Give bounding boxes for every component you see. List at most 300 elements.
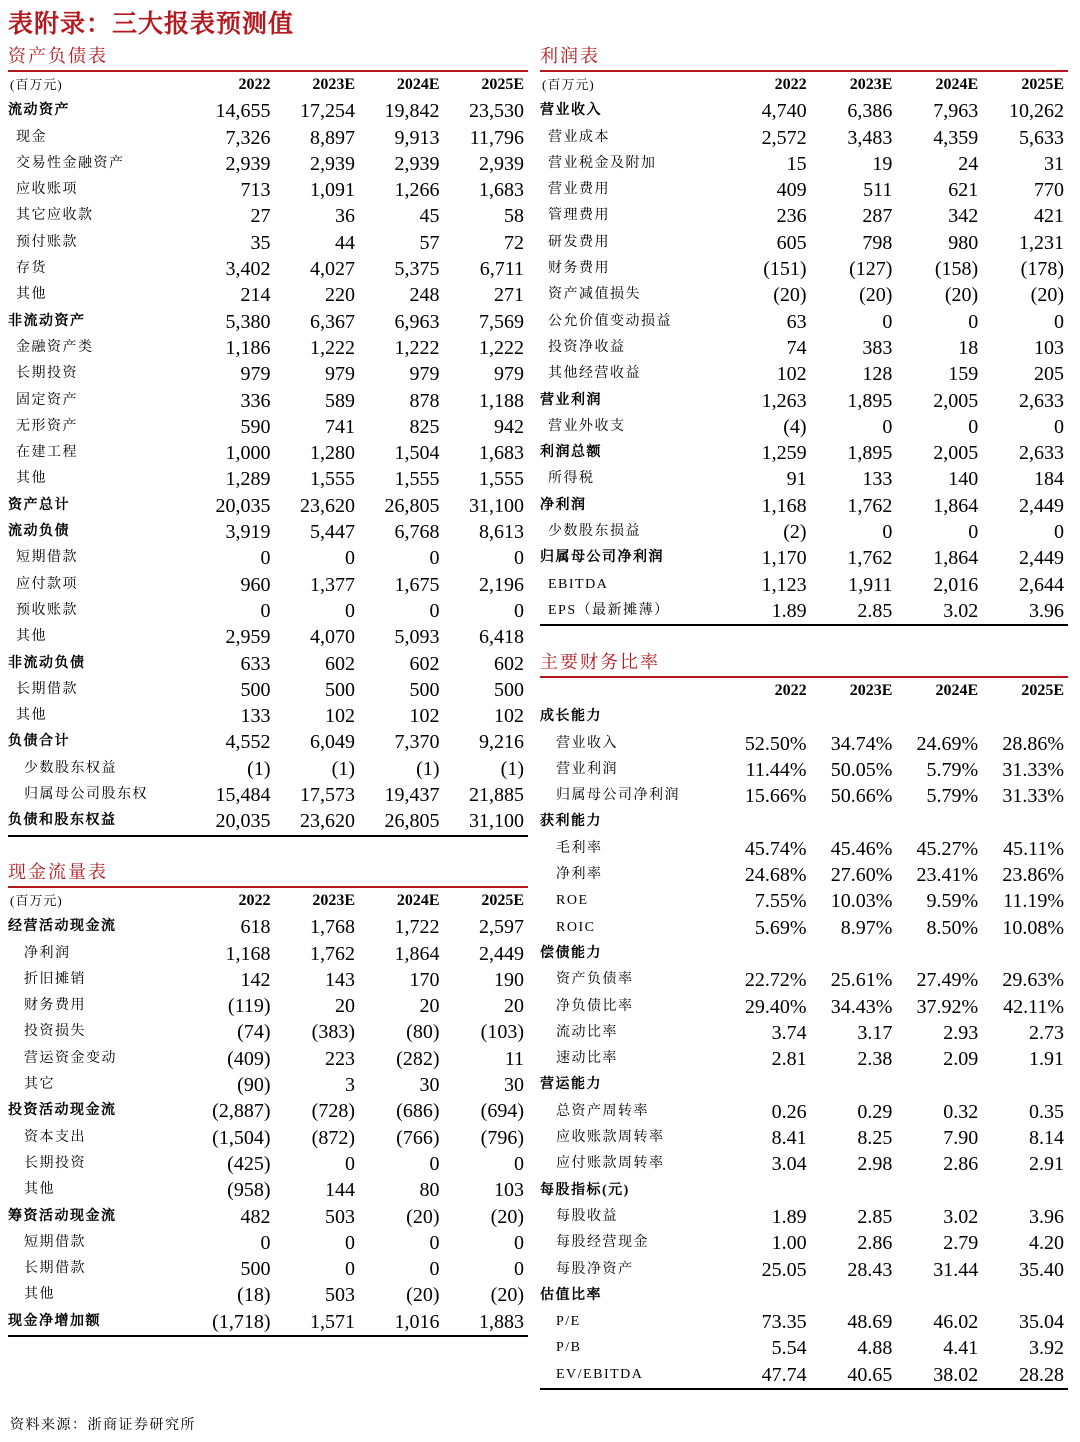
- row-label: ROIC: [556, 919, 596, 935]
- row-label: 固定资产: [16, 392, 78, 408]
- table-row: [540, 1257, 1068, 1283]
- cell-value: 4.88: [857, 1337, 893, 1360]
- table-row: [540, 783, 1068, 809]
- cell-value: (1): [416, 757, 440, 780]
- unit-label: (百万元): [542, 77, 595, 92]
- row-label: 资产总计: [8, 497, 70, 513]
- table-row: [8, 1125, 528, 1151]
- cell-value: (20): [944, 284, 979, 307]
- table-row: [8, 729, 528, 755]
- cell-value: [725, 1072, 811, 1098]
- table-row: [540, 836, 1068, 862]
- cell-value: 7,963: [933, 100, 979, 123]
- row-label: 净利润: [540, 497, 587, 513]
- cell-value: 7,370: [394, 731, 440, 754]
- cell-value: 6,963: [394, 310, 440, 333]
- row-label: 非流动负债: [8, 655, 86, 671]
- cell-value: 0: [429, 599, 440, 622]
- cell-value: 2,959: [225, 626, 271, 649]
- cell-value: 7,326: [225, 126, 271, 149]
- cell-value: 2.09: [943, 1048, 979, 1071]
- cell-value: 500: [494, 678, 524, 701]
- table-row: [540, 572, 1068, 598]
- row-label: 公允价值变动损益: [548, 313, 672, 329]
- row-label: 其他: [16, 708, 47, 724]
- table-row: [540, 98, 1068, 124]
- row-label: 所得税: [548, 471, 595, 487]
- cell-value: [811, 809, 897, 835]
- ratios-title: 主要财务比率: [540, 648, 1068, 678]
- cell-value: 35: [250, 231, 271, 254]
- cell-value: 1,864: [394, 942, 440, 965]
- cell-value: 5,633: [1019, 126, 1064, 149]
- table-row: [8, 203, 528, 229]
- cell-value: 248: [409, 284, 440, 307]
- cell-value: 26,805: [384, 494, 440, 517]
- row-label: 毛利率: [556, 840, 603, 856]
- cell-value: 5,380: [225, 310, 271, 333]
- cell-value: [725, 704, 811, 730]
- cell-value: 0: [882, 521, 893, 544]
- cell-value: [982, 1178, 1068, 1204]
- cell-value: 20: [504, 995, 524, 1018]
- row-label: 资产减值损失: [548, 287, 641, 303]
- cell-value: 45: [419, 205, 440, 228]
- cell-value: 1,555: [394, 468, 440, 491]
- cell-value: (728): [311, 1100, 355, 1123]
- table-header-row: [8, 72, 528, 98]
- cell-value: 4.20: [1029, 1232, 1064, 1255]
- cell-value: 1,259: [761, 442, 807, 465]
- row-label: 速动比率: [556, 1051, 618, 1067]
- cell-value: 741: [325, 415, 355, 438]
- cell-value: 19,842: [384, 100, 440, 123]
- cell-value: 2.86: [943, 1153, 979, 1176]
- cell-value: 17,573: [300, 784, 355, 807]
- cell-value: 1.89: [725, 598, 811, 625]
- cell-value: (409): [227, 1047, 271, 1070]
- cell-value: 618: [240, 916, 271, 939]
- table-row: [540, 809, 1068, 835]
- cell-value: 31.33%: [1002, 758, 1064, 781]
- row-label: 其他经营收益: [548, 366, 641, 382]
- cell-value: 30: [504, 1074, 524, 1097]
- row-label: 流动负债: [8, 524, 70, 540]
- cell-value: 503: [325, 1205, 355, 1228]
- cell-value: 5.79%: [926, 785, 979, 808]
- cell-value: 128: [862, 363, 893, 386]
- row-label: 长期借款: [16, 681, 78, 697]
- cell-value: 770: [1034, 179, 1064, 202]
- cell-value: (74): [237, 1021, 271, 1044]
- table-header-row: [540, 72, 1068, 98]
- table-row: [8, 230, 528, 256]
- table-row: [540, 1309, 1068, 1335]
- table-row: [8, 282, 528, 308]
- table-row: [540, 598, 1068, 625]
- cell-value: 6,386: [847, 100, 893, 123]
- cell-value: (1): [331, 757, 355, 780]
- table-row: [540, 1283, 1068, 1309]
- cell-value: 1.00: [771, 1232, 807, 1255]
- cell-value: 960: [240, 573, 271, 596]
- row-label: 归属母公司净利润: [556, 788, 680, 804]
- cell-value: 421: [1034, 205, 1064, 228]
- cell-value: 1,222: [394, 336, 440, 359]
- row-label: 非流动资产: [8, 313, 86, 329]
- cell-value: 0.29: [857, 1100, 893, 1123]
- cell-value: (178): [1020, 258, 1064, 281]
- cell-value: 0: [1054, 310, 1064, 333]
- year-header: 2025E: [481, 892, 524, 909]
- cell-value: 236: [776, 205, 807, 228]
- cell-value: 1,168: [761, 494, 807, 517]
- cell-value: (2): [783, 521, 807, 544]
- table-row: [540, 309, 1068, 335]
- cell-value: 500: [240, 1258, 271, 1281]
- table-row: [540, 230, 1068, 256]
- row-label: 营业成本: [548, 129, 610, 145]
- unit-label: (百万元): [10, 893, 63, 908]
- year-header: 2022: [238, 76, 271, 93]
- row-label: 其它应收款: [16, 208, 94, 224]
- table-header-row: [540, 678, 1068, 704]
- cell-value: 38.02: [896, 1362, 982, 1389]
- cell-value: 184: [1034, 468, 1064, 491]
- table-row: [8, 125, 528, 151]
- row-label: 研发费用: [548, 234, 610, 250]
- cell-value: 28.43: [847, 1258, 893, 1281]
- cell-value: 8.97%: [840, 916, 893, 939]
- cell-value: 3.04: [771, 1153, 807, 1176]
- cell-value: 80: [419, 1179, 440, 1202]
- row-label: 资产负债率: [556, 972, 634, 988]
- cell-value: 50.05%: [830, 758, 893, 781]
- cell-value: 10.08%: [1002, 916, 1064, 939]
- row-label: 经营活动现金流: [8, 919, 117, 935]
- cell-value: 1,895: [847, 442, 893, 465]
- table-row: [8, 624, 528, 650]
- row-label: 其他: [16, 629, 47, 645]
- cell-value: 979: [494, 363, 524, 386]
- row-label: 其他: [16, 471, 47, 487]
- row-label: 成长能力: [540, 709, 602, 725]
- cell-value: 20,035: [215, 494, 271, 517]
- row-label: 投资损失: [24, 1024, 86, 1040]
- year-header: 2022: [774, 682, 807, 699]
- cell-value: 2,939: [310, 152, 355, 175]
- cell-value: 21,885: [469, 784, 524, 807]
- cell-value: [811, 941, 897, 967]
- row-label: 净利润: [24, 945, 71, 961]
- cell-value: 8.41: [771, 1127, 807, 1150]
- row-label: 金融资产类: [16, 339, 94, 355]
- table-row: [8, 361, 528, 387]
- row-label: 存货: [16, 261, 47, 277]
- cell-value: 25.61%: [830, 969, 893, 992]
- cell-value: 602: [325, 652, 355, 675]
- cell-value: 0.26: [771, 1100, 807, 1123]
- row-label: 其他: [24, 1287, 55, 1303]
- cell-value: 500: [325, 678, 355, 701]
- cell-value: [811, 1283, 897, 1309]
- cell-value: 45.11%: [1003, 837, 1064, 860]
- cell-value: 1,762: [847, 547, 893, 570]
- cell-value: 73.35: [761, 1311, 807, 1334]
- cell-value: 0: [429, 547, 440, 570]
- cell-value: 170: [409, 968, 440, 991]
- row-label: P/B: [556, 1340, 582, 1356]
- cell-value: 9,216: [479, 731, 524, 754]
- cell-value: 4,027: [310, 258, 355, 281]
- table-row: [540, 545, 1068, 571]
- cell-value: 1,263: [761, 389, 807, 412]
- cell-value: 140: [948, 468, 979, 491]
- cell-value: (796): [480, 1126, 524, 1149]
- cell-value: 27: [250, 205, 271, 228]
- row-label: 净利率: [556, 867, 603, 883]
- cell-value: 4,740: [761, 100, 807, 123]
- cell-value: 602: [494, 652, 524, 675]
- cell-value: 57: [419, 231, 440, 254]
- cell-value: 0: [260, 1231, 271, 1254]
- cell-value: 5,447: [310, 521, 355, 544]
- cell-value: (282): [396, 1047, 440, 1070]
- cell-value: 42.11%: [1003, 995, 1064, 1018]
- cell-value: 0: [345, 1152, 355, 1175]
- cell-value: 287: [862, 205, 893, 228]
- cell-value: 159: [948, 363, 979, 386]
- cell-value: 223: [325, 1047, 355, 1070]
- table-row: [8, 177, 528, 203]
- table-row: [8, 256, 528, 282]
- cell-value: 1,091: [310, 179, 355, 202]
- cell-value: 23,530: [469, 100, 524, 123]
- cell-value: 103: [494, 1179, 524, 1202]
- cell-value: 2,449: [479, 942, 524, 965]
- cell-value: 31.44: [933, 1258, 979, 1281]
- row-label: 预付账款: [16, 234, 78, 250]
- cell-value: 1,266: [394, 179, 440, 202]
- cell-value: (20): [406, 1205, 440, 1228]
- cell-value: 1,883: [444, 1309, 529, 1336]
- cell-value: 133: [240, 705, 271, 728]
- cell-value: (20): [490, 1284, 524, 1307]
- table-row: [540, 967, 1068, 993]
- row-label: 应付账款周转率: [556, 1156, 665, 1172]
- cell-value: 3,402: [225, 258, 271, 281]
- cell-value: 7,569: [479, 310, 524, 333]
- table-row: [8, 1309, 528, 1336]
- cell-value: 409: [776, 179, 807, 202]
- table-row: [540, 203, 1068, 229]
- cell-value: 11.44%: [745, 758, 807, 781]
- cell-value: 3.02: [943, 1205, 979, 1228]
- cell-value: 0: [514, 1258, 524, 1281]
- row-label: 负债合计: [8, 734, 70, 750]
- cell-value: 0: [882, 415, 893, 438]
- cell-value: 589: [325, 389, 355, 412]
- cell-value: (958): [227, 1179, 271, 1202]
- table-row: [8, 493, 528, 519]
- cell-value: 205: [1034, 363, 1064, 386]
- cell-value: 1,222: [310, 336, 355, 359]
- cell-value: [982, 1072, 1068, 1098]
- cell-value: 103: [1034, 336, 1064, 359]
- row-label: 应收账项: [16, 182, 78, 198]
- cell-value: (4): [783, 415, 807, 438]
- row-label: 归属母公司股东权: [24, 787, 148, 803]
- cell-value: 17,254: [300, 100, 355, 123]
- table-row: [540, 1072, 1068, 1098]
- cell-value: [896, 1178, 982, 1204]
- cell-value: 1,289: [225, 468, 271, 491]
- cell-value: 2,005: [933, 389, 979, 412]
- row-label: 净负债比率: [556, 998, 634, 1014]
- cell-value: 5.79%: [926, 758, 979, 781]
- income-statement-title: 利润表: [540, 42, 1068, 72]
- cell-value: 3,919: [225, 521, 271, 544]
- cell-value: 5,093: [394, 626, 440, 649]
- table-row: [8, 1282, 528, 1308]
- cell-value: 26,805: [359, 808, 444, 835]
- row-label: 财务费用: [24, 998, 86, 1014]
- row-label: 流动比率: [556, 1024, 618, 1040]
- table-row: [540, 757, 1068, 783]
- cell-value: (425): [227, 1152, 271, 1175]
- cell-value: 44: [335, 231, 355, 254]
- cell-value: 5.69%: [754, 916, 807, 939]
- cell-value: 3.96: [1029, 1205, 1064, 1228]
- cell-value: 0: [968, 310, 979, 333]
- table-row: [540, 1335, 1068, 1361]
- page-title: 表附录：三大报表预测值: [8, 11, 295, 38]
- cell-value: 0: [345, 1231, 355, 1254]
- cell-value: 1,280: [310, 442, 355, 465]
- cell-value: 1,016: [359, 1309, 444, 1336]
- cell-value: 133: [862, 468, 893, 491]
- cell-value: (20): [1030, 284, 1064, 307]
- cell-value: 798: [862, 231, 893, 254]
- cell-value: 3.02: [896, 598, 982, 625]
- table-row: [540, 941, 1068, 967]
- cell-value: (20): [490, 1205, 524, 1228]
- cell-value: 2.38: [857, 1048, 893, 1071]
- cell-value: 1,170: [761, 547, 807, 570]
- cell-value: [982, 704, 1068, 730]
- cell-value: 2,196: [479, 573, 524, 596]
- cell-value: 31: [1044, 152, 1064, 175]
- cell-value: 2.86: [857, 1232, 893, 1255]
- table-row: [540, 1099, 1068, 1125]
- cell-value: 980: [948, 231, 979, 254]
- row-label: 筹资活动现金流: [8, 1208, 117, 1224]
- cell-value: 46.02: [933, 1311, 979, 1334]
- cell-value: 2.98: [857, 1153, 893, 1176]
- table-row: [540, 519, 1068, 545]
- cell-value: (127): [849, 258, 893, 281]
- cell-value: 1,768: [310, 916, 355, 939]
- table-row: [540, 282, 1068, 308]
- row-label: 营业费用: [548, 182, 610, 198]
- cell-value: 72: [504, 231, 524, 254]
- unit-label: [540, 678, 725, 704]
- cell-value: 6,768: [394, 521, 440, 544]
- cell-value: 45.74%: [744, 837, 807, 860]
- row-label: 流动资产: [8, 103, 70, 119]
- cell-value: 220: [325, 284, 355, 307]
- cell-value: (18): [237, 1284, 271, 1307]
- cell-value: 605: [776, 231, 807, 254]
- table-row: [540, 1020, 1068, 1046]
- cell-value: 979: [409, 363, 440, 386]
- cell-value: 2,939: [225, 152, 271, 175]
- cell-value: 342: [948, 205, 979, 228]
- cell-value: 0: [882, 310, 893, 333]
- cell-value: 74: [786, 336, 807, 359]
- cell-value: 0: [345, 547, 355, 570]
- cell-value: 27.60%: [830, 864, 893, 887]
- cell-value: [896, 704, 982, 730]
- cell-value: 25.05: [761, 1258, 807, 1281]
- cell-value: 15.66%: [744, 785, 807, 808]
- row-label: 估值比率: [540, 1287, 602, 1303]
- cell-value: 29.40%: [744, 995, 807, 1018]
- cell-value: 0: [514, 1152, 524, 1175]
- cell-value: 142: [240, 968, 271, 991]
- row-label: 交易性金融资产: [16, 155, 125, 171]
- cell-value: 2,572: [761, 126, 807, 149]
- table-row: [540, 466, 1068, 492]
- row-label: ROE: [556, 893, 589, 909]
- cell-value: 10.03%: [830, 890, 893, 913]
- cell-value: (1): [500, 757, 524, 780]
- table-row: [8, 941, 528, 967]
- row-label: 归属母公司净利润: [540, 550, 664, 566]
- cell-value: 4.41: [943, 1337, 979, 1360]
- table-row: [8, 677, 528, 703]
- cell-value: 5.54: [771, 1337, 807, 1360]
- cell-value: 1,571: [275, 1309, 360, 1336]
- cell-value: 0: [1054, 415, 1064, 438]
- table-row: [8, 1256, 528, 1282]
- cell-value: [982, 1283, 1068, 1309]
- row-label: 管理费用: [548, 208, 610, 224]
- cell-value: (383): [311, 1021, 355, 1044]
- table-row: [8, 782, 528, 808]
- table-header-row: [8, 888, 528, 914]
- row-label: 应收账款周转率: [556, 1130, 665, 1146]
- cell-value: 52.50%: [744, 732, 807, 755]
- row-label: 短期借款: [16, 550, 78, 566]
- row-label: 每股经营现金: [556, 1235, 649, 1251]
- table-row: [8, 1072, 528, 1098]
- cell-value: 1,377: [310, 573, 355, 596]
- cell-value: 3: [345, 1074, 355, 1097]
- cell-value: 511: [863, 179, 893, 202]
- cell-value: 190: [494, 968, 524, 991]
- cell-value: (119): [227, 995, 271, 1018]
- cell-value: 1,000: [225, 442, 271, 465]
- table-row: [8, 914, 528, 940]
- table-row: [540, 335, 1068, 361]
- cell-value: 1,911: [848, 573, 893, 596]
- cell-value: 24: [958, 152, 979, 175]
- table-row: [540, 414, 1068, 440]
- table-row: [8, 967, 528, 993]
- cell-value: 6,418: [479, 626, 524, 649]
- cell-value: 1,188: [479, 389, 524, 412]
